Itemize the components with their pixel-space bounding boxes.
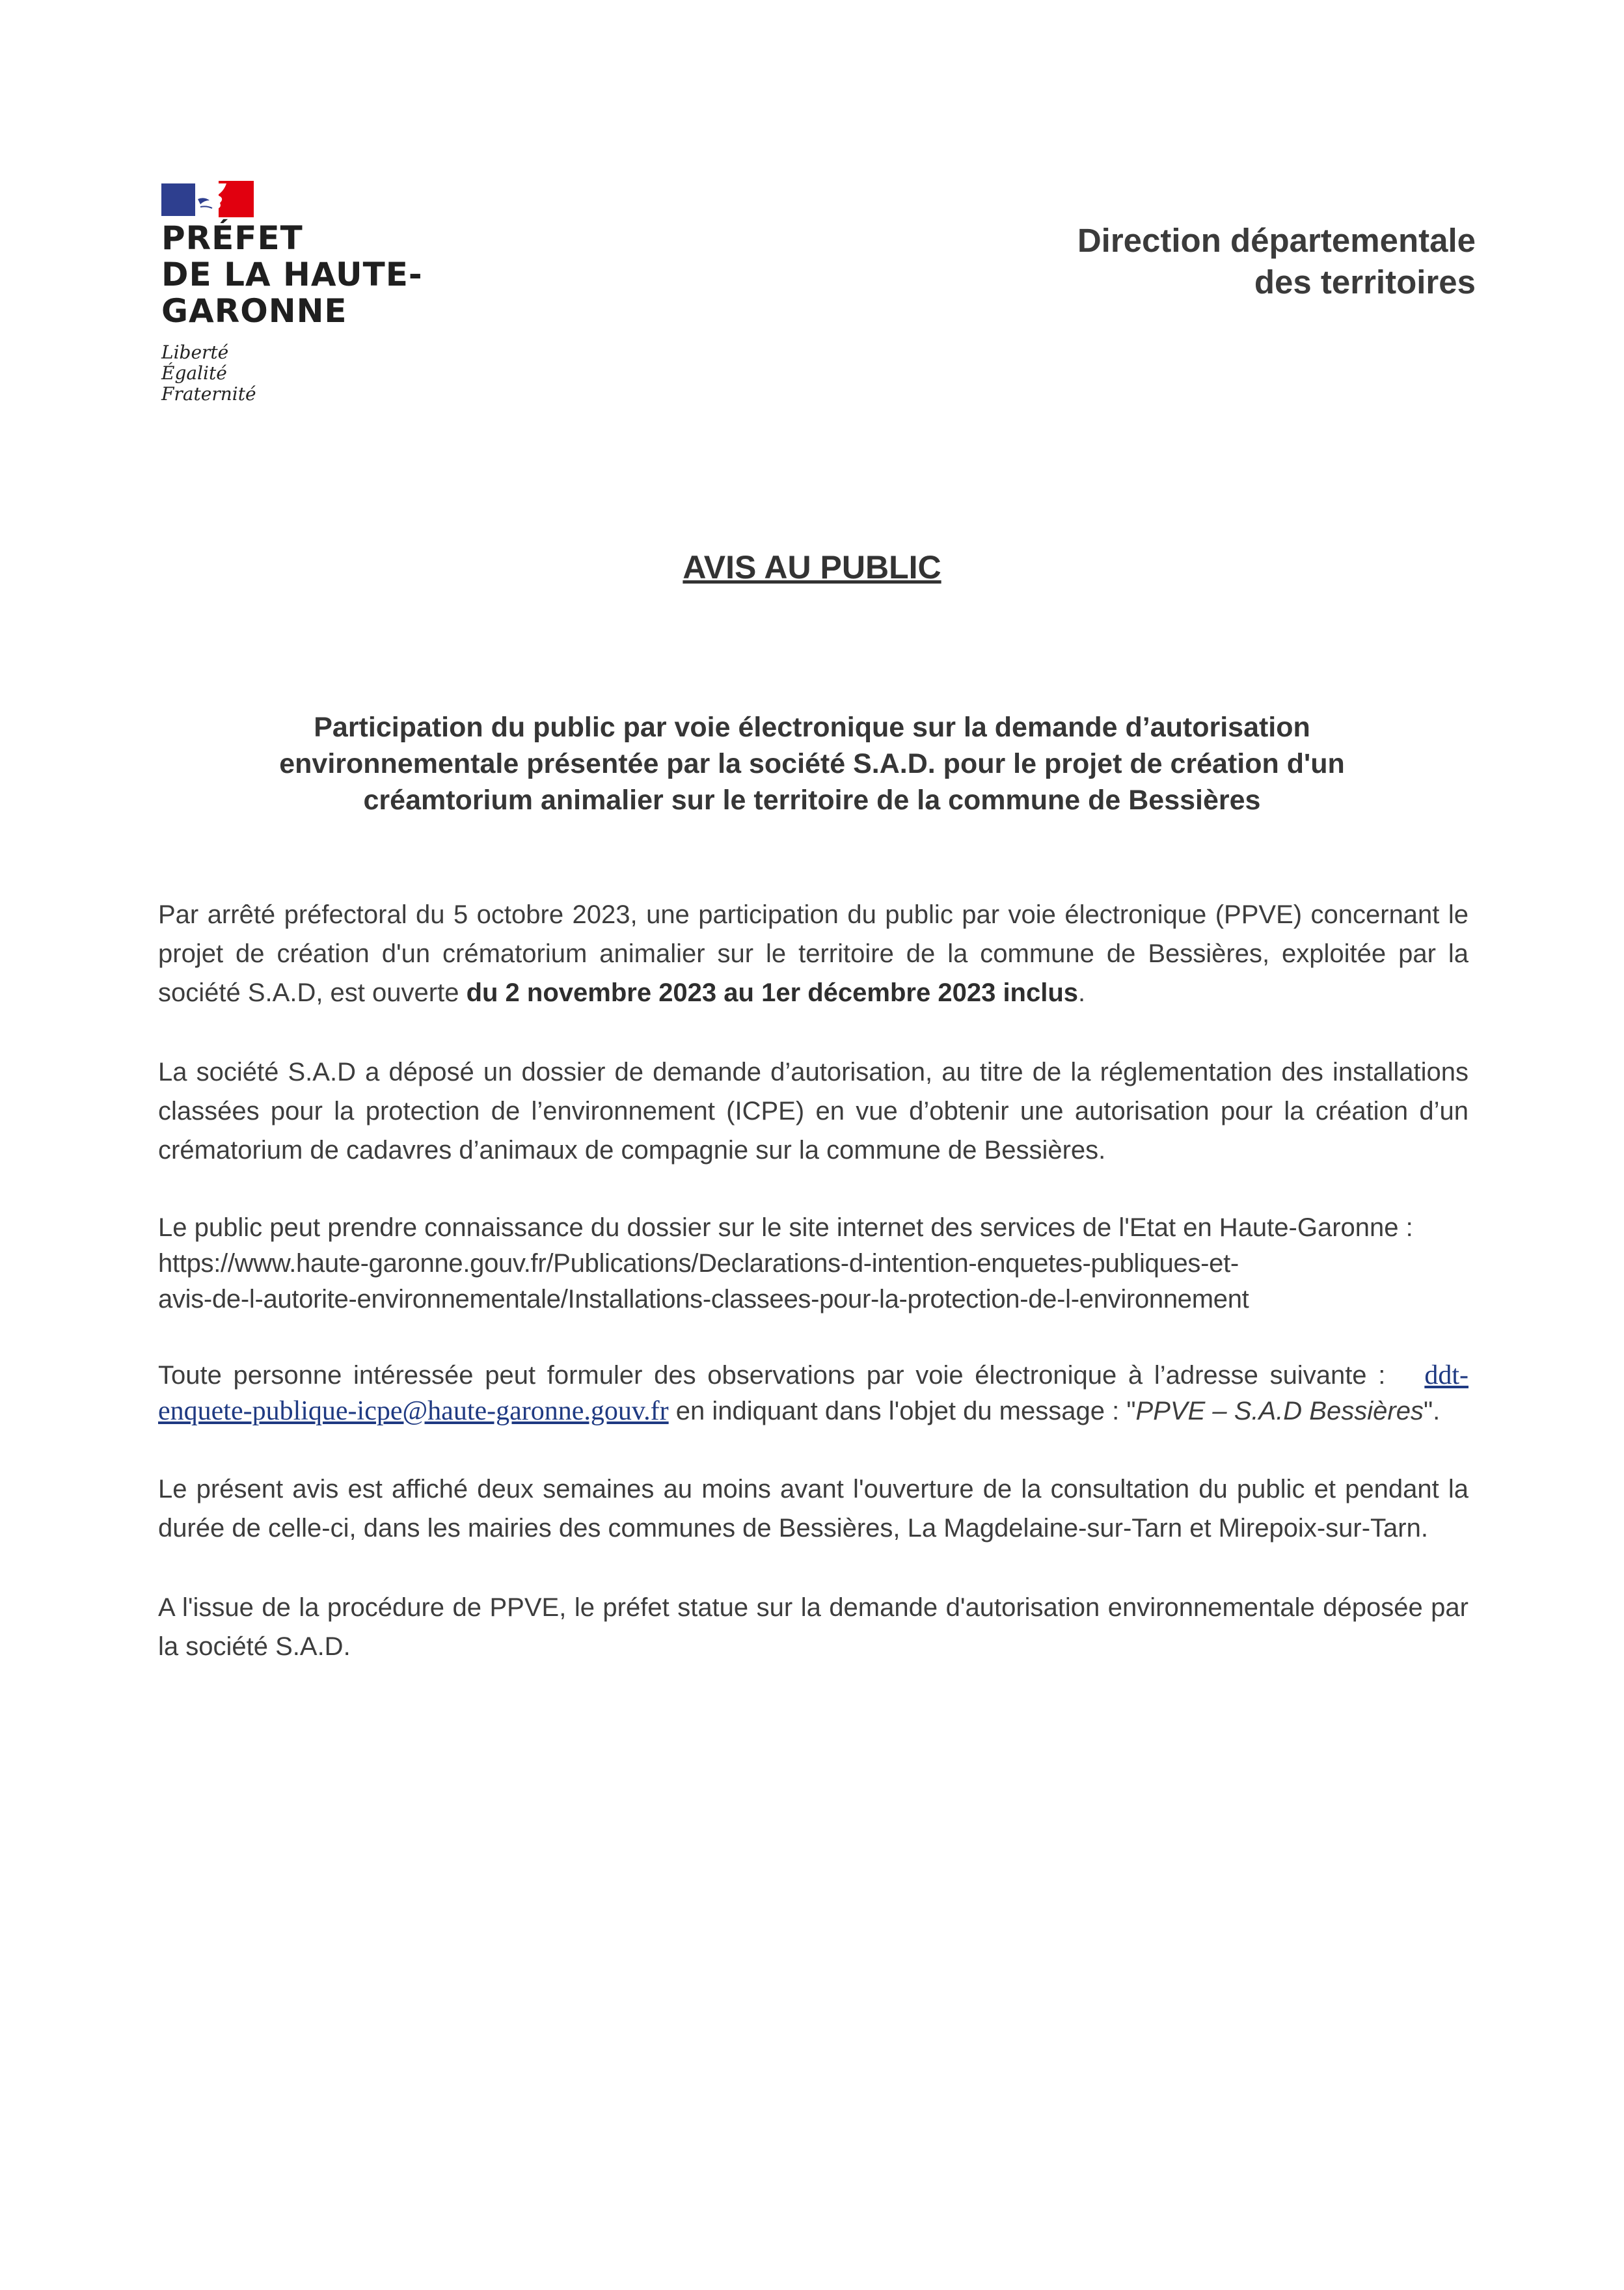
dossier-text: Le public peut prendre connaissance du dossier sur le site internet des services de l'Etat en Haute-Garonne : [158,1213,1413,1242]
notice-title: AVIS AU PUBLIC [683,549,941,586]
logo-line-prefet: PRÉFET [161,219,303,257]
motto-fraternite: Fraternité [161,383,256,405]
direction-title [1077,220,1476,303]
notice-subject [156,709,1468,818]
dossier-url-line-2[interactable]: avis-de-l-autorite-environnementale/Installations-classees-pour-la-protection-de-l-environnement [158,1285,1249,1313]
direction-line-1: Direction départementale [1077,222,1476,259]
prefecture-logo [161,181,422,405]
paragraph-decision: A l'issue de la procédure de PPVE, le préfet statue sur la demande d'autorisation environnementale déposée par la société S.A.D. [158,1593,1468,1661]
observations-end: ". [1423,1397,1441,1425]
decree-text: Par arrêté préfectoral du 5 octobre 2023, une participation du public par voie électronique (PPVE) concernant le projet de création d'un crématorium animalier sur le territoire de la commune de Bessières, exploitée par la société S.A.D, est ouverte [158,900,1468,1007]
motto-liberte: Liberté [161,342,229,363]
consultation-dates: du 2 novembre 2023 au 1er décembre 2023 inclus [466,978,1079,1007]
paragraph-display: Le présent avis est affiché deux semaines au moins avant l'ouverture de la consultation du public et pendant la durée de celle-ci, dans les mairies des communes de Bessières, La Magdelaine-sur-Tarn et Mirepoix-sur-Tarn. [158,1475,1468,1542]
paragraph-application: La société S.A.D a déposé un dossier de demande d’autorisation, au titre de la réglementation des installations classées pour la protection de l’environnement (ICPE) en vue d’obtenir une autorisation pour la création d’un crématorium de cadavres d’animaux de compagnie sur la commune de Bessières. [158,1058,1468,1165]
marianne-flag-icon [161,181,254,217]
paragraph-dossier [158,1210,1468,1317]
subject-line: créamtorium animalier sur le territoire de la commune de Bessières [363,785,1261,816]
observations-text: Toute personne intéressée peut formuler des observations par voie électronique à l’adresse suivante : [158,1361,1386,1390]
paragraph-decree [158,895,1468,1012]
notice-body [158,895,1468,1706]
observations-text-after: en indiquant dans l'objet du message : " [675,1397,1136,1425]
logo-line-garonne: GARONNE [161,292,347,330]
contact-email-link[interactable]: ddt-enquete-publique-icpe@haute-garonne.gouv.fr [158,1360,1468,1426]
direction-line-2: des territoires [1254,263,1476,301]
decree-end: . [1078,978,1086,1007]
logo-line-haute: DE LA HAUTE- [161,256,423,293]
dossier-url-line-1[interactable]: https://www.haute-garonne.gouv.fr/Publications/Declarations-d-intention-enquetes-publiques-et- [158,1249,1239,1278]
message-object: PPVE – S.A.D Bessières [1135,1397,1424,1425]
subject-line: Participation du public par voie électronique sur la demande d’autorisation [314,712,1310,743]
subject-line: environnementale présentée par la société S.A.D. pour le projet de création d'un [279,748,1345,779]
paragraph-observations [158,1358,1468,1429]
republic-motto [161,342,422,405]
motto-egalite: Égalité [161,362,227,384]
